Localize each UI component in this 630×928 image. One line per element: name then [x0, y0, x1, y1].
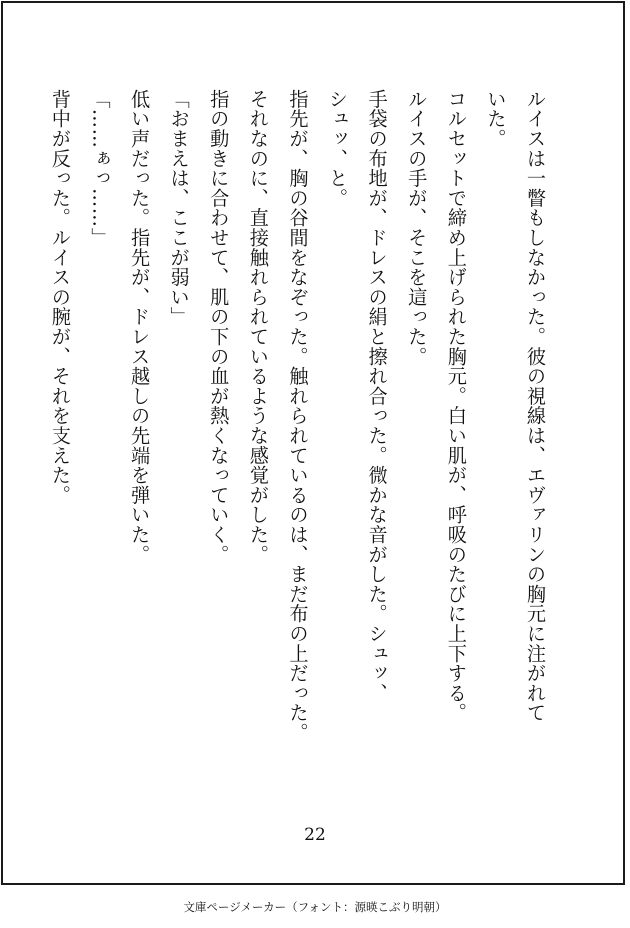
text-line: それなのに、直接触れられているような感覚がした。 — [246, 89, 270, 565]
text-line: いた。 — [484, 89, 508, 149]
text-line: 背中が反った。ルイスの腕が、それを支えた。 — [48, 89, 72, 505]
text-line: シュッ、と。 — [326, 89, 350, 208]
text-line: ルイスは一瞥もしなかった。彼の視線は、エヴァリンの胸元に注がれて — [524, 89, 547, 723]
book-page — [1, 1, 625, 885]
text-line: 「……ぁっ……」 — [88, 89, 112, 248]
text-line: コルセットで締め上げられた胸元。白い肌が、呼吸のたびに上下する。 — [444, 89, 468, 723]
vertical-body-text — [40, 89, 555, 819]
footer-caption: 文庫ページメーカー（フォント：源暎こぶり明朝） — [183, 900, 447, 914]
text-line: 指先が、胸の谷間をなぞった。触れられているのは、まだ布の上だった。 — [286, 89, 310, 743]
text-line: 「おまえは、ここが弱い」 — [167, 89, 191, 327]
text-line: 手袋の布地が、ドレスの絹と擦れ合った。微かな音がした。シュッ、 — [365, 89, 389, 703]
text-line: 指の動きに合わせて、肌の下の血が熱くなっていく。 — [207, 89, 231, 565]
text-line: ルイスの手が、そこを這った。 — [405, 89, 429, 367]
page-number: 22 — [304, 825, 326, 845]
text-line: 低い声だった。指先が、ドレス越しの先端を弾いた。 — [128, 89, 152, 565]
